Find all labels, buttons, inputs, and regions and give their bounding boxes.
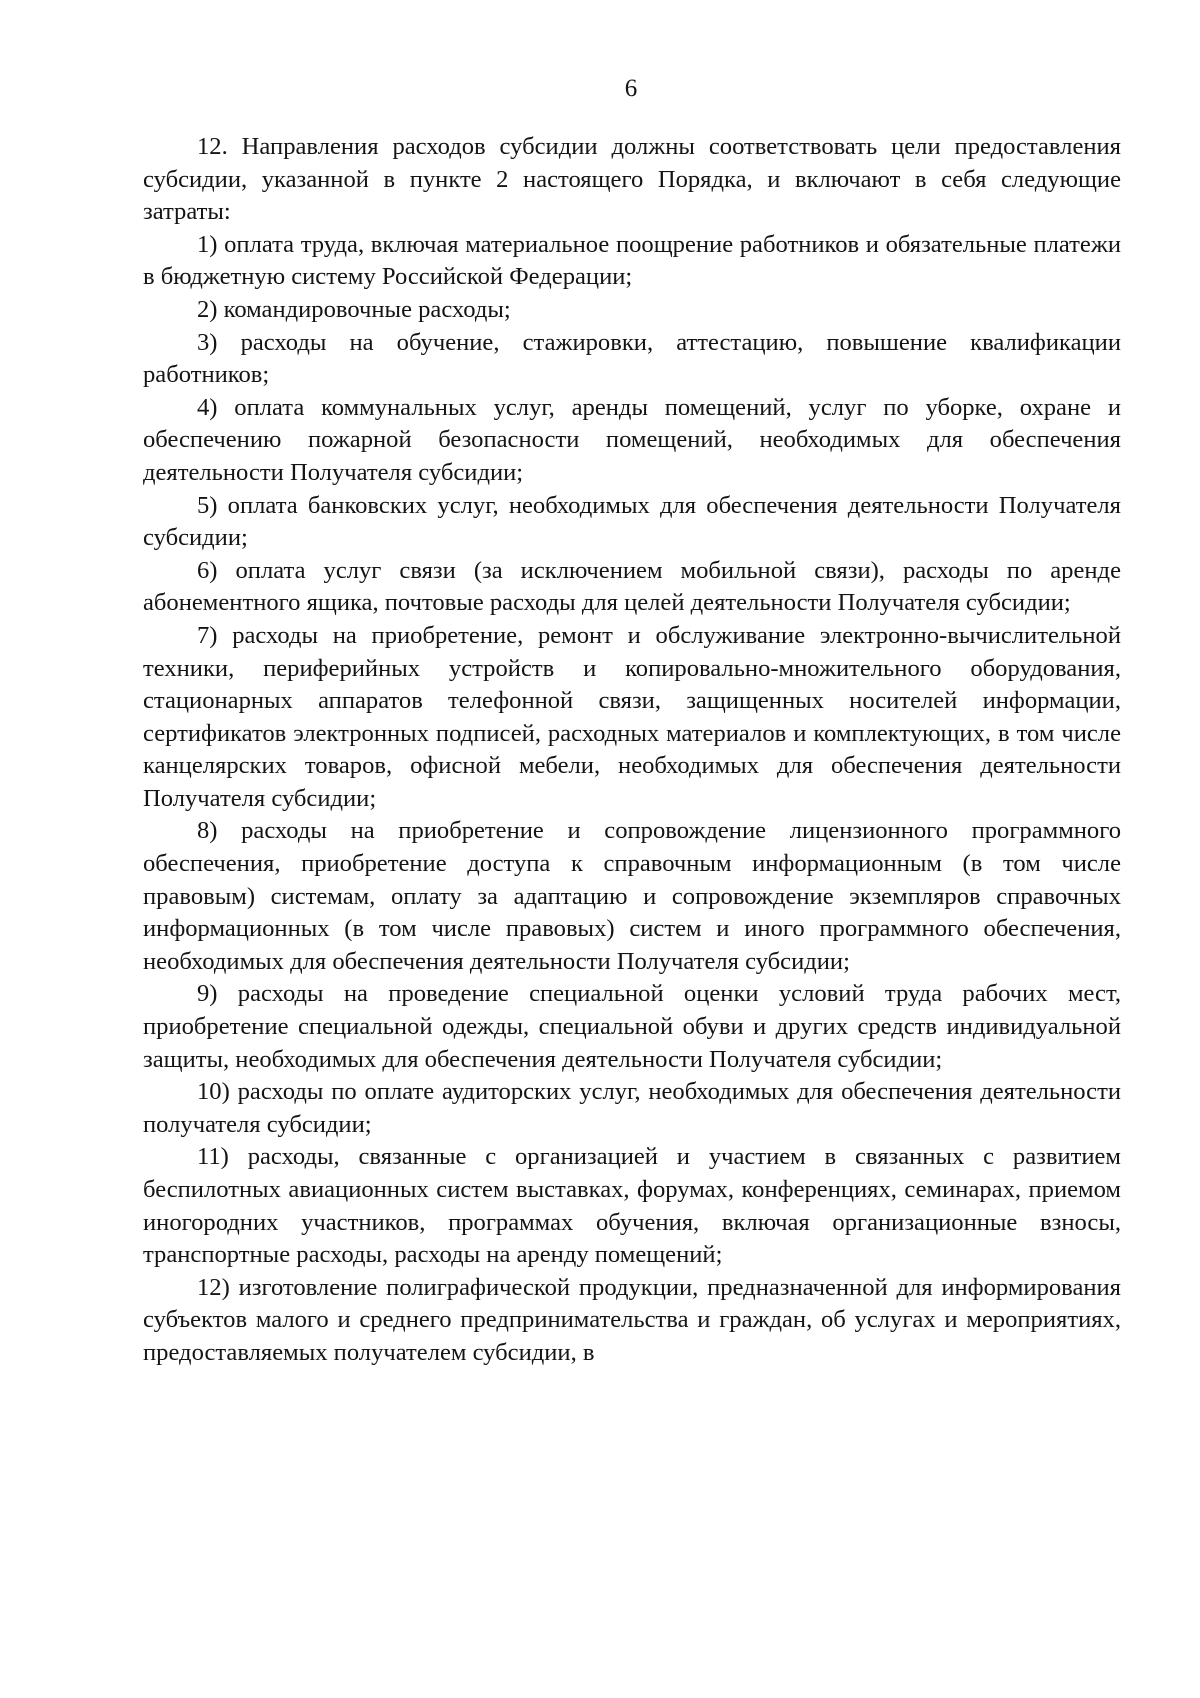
list-item-10: 10) расходы по оплате аудиторских услуг, необходимых для обеспечения деятельности получателя субсидии; — [143, 1078, 1121, 1138]
list-item-2: 2) командировочные расходы; — [197, 295, 511, 323]
document-body — [143, 131, 1121, 1370]
paragraph-intro: 12. Направления расходов субсидии должны соответствовать цели предоставления субсидии, указанной в пункте 2 настоящего Порядка, и включают в себя следующие затраты: — [143, 133, 1121, 226]
list-item-3: 3) расходы на обучение, стажировки, аттестацию, повышение квалификации работников; — [143, 328, 1121, 389]
list-item-12: 12) изготовление полиграфической продукции, предназначенной для информирования субъектов малого и среднего предпринимательства и граждан, об услугах и мероприятиях, предоставляемых получателем субсидии, в — [143, 1273, 1121, 1366]
page-number: 6 — [624, 75, 638, 102]
list-item-8: 8) расходы на приобретение и сопровождение лицензионного программного обеспечения, приобретение доступа к справочным информационным (в том числе правовым) системам, оплату за адаптацию и сопровождение экземпляров справочных информационных (в том числе правовых) систем и иного программного обеспечения, необходимых для обеспечения деятельности Получателя субсидии; — [143, 817, 1121, 975]
list-item-7: 7) расходы на приобретение, ремонт и обслуживание электронно-вычислительной техники, периферийных устройств и копировально-множительного оборудования, стационарных аппаратов телефонной связи, защищенных носителей информации, сертификатов электронных подписей, расходных материалов и комплектующих, в том числе канцелярских товаров, офисной мебели, необходимых для обеспечения деятельности Получателя субсидии; — [143, 621, 1121, 812]
list-item-9: 9) расходы на проведение специальной оценки условий труда рабочих мест, приобретение специальной одежды, специальной обуви и других средств индивидуальной защиты, необходимых для обеспечения деятельности Получателя субсидии; — [143, 980, 1121, 1073]
list-item-5: 5) оплата банковских услуг, необходимых для обеспечения деятельности Получателя субсидии; — [143, 491, 1121, 552]
list-item-6: 6) оплата услуг связи (за исключением мобильной связи), расходы по аренде абонементного ящика, почтовые расходы для целей деятельности Получателя субсидии; — [143, 556, 1121, 617]
list-item-11: 11) расходы, связанные с организацией и участием в связанных с развитием беспилотных авиационных систем выставках, форумах, конференциях, семинарах, приемом иногородних участников, программах обучения, включая организационные взносы, транспортные расходы, расходы на аренду помещений; — [143, 1143, 1121, 1269]
list-item-4: 4) оплата коммунальных услуг, аренды помещений, услуг по уборке, охране и обеспечению пожарной безопасности помещений, необходимых для обеспечения деятельности Получателя субсидии; — [143, 393, 1121, 486]
list-item-1: 1) оплата труда, включая материальное поощрение работников и обязательные платежи в бюджетную систему Российской Федерации; — [143, 230, 1121, 291]
